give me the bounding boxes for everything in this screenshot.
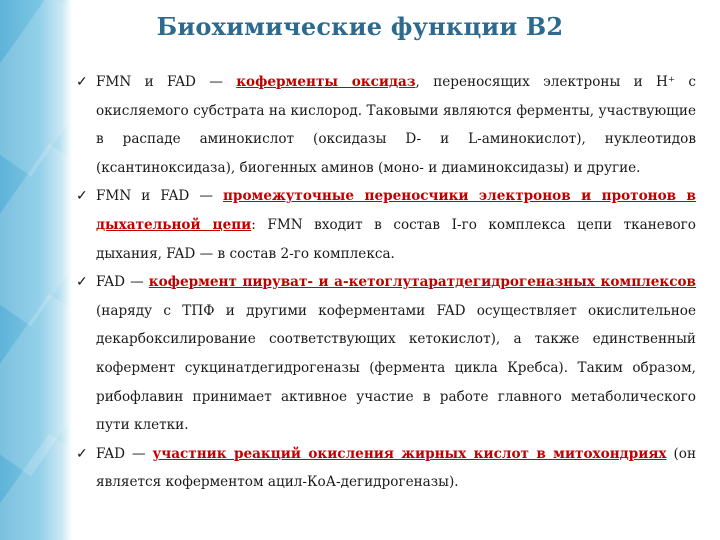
bullet-item xyxy=(74,182,696,268)
bullet-text: FAD — xyxy=(96,445,153,462)
checkmark-icon: ✓ xyxy=(76,74,88,90)
bullet-text: FAD — xyxy=(96,274,149,291)
bullet-list xyxy=(74,68,696,497)
bullet-text: (наряду с ТПФ и другими коферментами FAD осуществляет окислительное декарбоксилирование соответствующих кетокислот), а также единственный кофермент сукцинатдегидрогеназы (фермента цикла Кребса). Таким образом, рибофлавин принимает активное участие в работе главного метаболического пути клетки. xyxy=(96,302,696,434)
highlighted-term: кофермент пируват- и a-кетоглутаратдегидрогеназных комплексов xyxy=(148,274,696,291)
slide-title: Биохимические функции В2 xyxy=(156,12,564,41)
bullet-text: : FMN входит в состав I-го комплекса цепи тканевого дыхания, FAD — в состав 2-го комплекса. xyxy=(96,216,696,262)
checkmark-icon: ✓ xyxy=(76,274,88,291)
bullet-text: FMN и FAD — xyxy=(96,74,237,90)
checkmark-icon: ✓ xyxy=(76,445,88,462)
bullet-text: (он является коферментом ацил-КоА-дегидрогеназы). xyxy=(96,445,697,491)
bullet-item xyxy=(74,268,696,440)
bullet-item xyxy=(74,68,696,182)
bullet-text: FMN и FAD — xyxy=(96,188,223,205)
checkmark-icon: ✓ xyxy=(76,188,88,205)
highlighted-term: коферменты оксидаз xyxy=(236,74,416,90)
highlighted-term: участник реакций окисления жирных кислот в митохондриях xyxy=(152,445,667,462)
highlighted-term: промежуточные переносчики электронов и протонов в дыхательной цепи xyxy=(96,188,697,233)
bullet-item xyxy=(74,440,696,497)
decorative-side-band xyxy=(0,0,72,540)
bullet-text: , переносящих электроны и H⁺ с окисляемого субстрата на кислород. Таковыми являются ферменты, участвующие в распаде аминокислот (оксидазы D- и L-аминокислот), нуклеотидов (ксантиноксидаза), биогенных аминов (моно- и диаминоксидазы) и другие. xyxy=(96,74,696,176)
